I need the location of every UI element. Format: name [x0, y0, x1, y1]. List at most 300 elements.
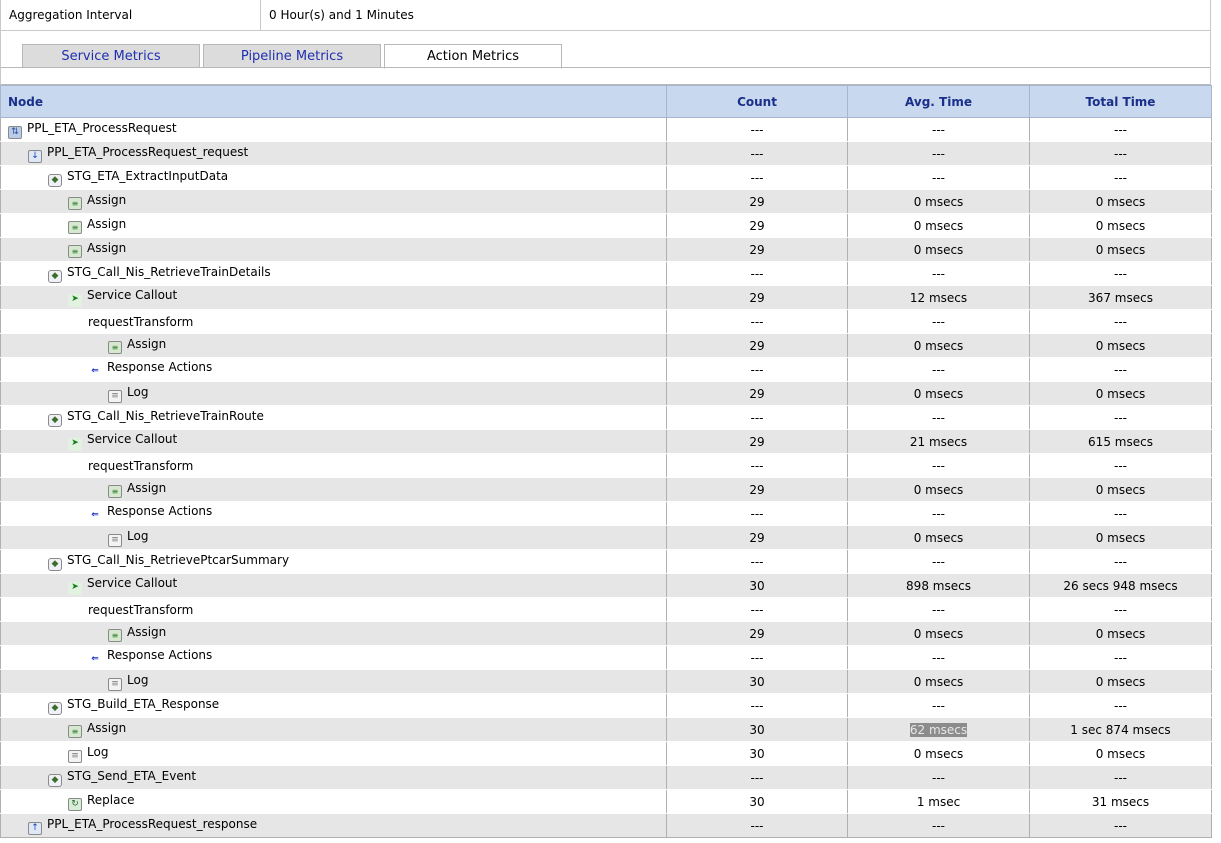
aggregation-interval-value: 0 Hour(s) and 1 Minutes — [269, 8, 414, 22]
table-row — [1, 166, 1212, 190]
avg-time-cell-value: --- — [932, 602, 945, 617]
avg-time-cell — [848, 454, 1030, 478]
node-cell — [1, 814, 667, 838]
total-time-cell — [1030, 454, 1212, 478]
avg-time-cell — [848, 166, 1030, 190]
count-cell-value: 29 — [749, 218, 765, 233]
table-row — [1, 454, 1212, 478]
count-cell-value: --- — [750, 146, 764, 161]
node-name: Response Actions — [107, 648, 213, 662]
node-cell — [1, 358, 667, 382]
node-name: Service Callout — [87, 432, 178, 446]
response-actions-icon: ⇐ — [88, 366, 102, 379]
avg-time-cell — [848, 502, 1030, 526]
table-row — [1, 526, 1212, 550]
response-actions-icon: ⇐ — [88, 654, 102, 667]
avg-time-cell-value: --- — [932, 698, 945, 713]
table-row — [1, 574, 1212, 598]
count-cell — [667, 286, 848, 310]
response-pipeline-icon: ↑ — [28, 822, 42, 835]
node-cell — [1, 142, 667, 166]
table-row — [1, 382, 1212, 406]
avg-time-cell — [848, 622, 1030, 646]
total-time-cell — [1030, 190, 1212, 214]
count-cell — [667, 406, 848, 430]
total-time-cell — [1030, 670, 1212, 694]
node-name: Response Actions — [107, 504, 213, 518]
log-icon: ≡ — [108, 390, 122, 403]
avg-time-cell — [848, 766, 1030, 790]
avg-time-cell — [848, 742, 1030, 766]
count-cell-value: 30 — [749, 674, 765, 689]
service-callout-icon: ➤ — [68, 582, 82, 595]
tab-content-spacer — [1, 68, 1210, 85]
count-cell-value: --- — [750, 122, 764, 137]
avg-time-cell-value: 0 msecs — [913, 386, 964, 401]
column-header-count[interactable]: Count — [667, 86, 848, 118]
count-cell — [667, 814, 848, 838]
node-cell — [1, 766, 667, 790]
count-cell-value: 29 — [749, 434, 765, 449]
table-row — [1, 118, 1212, 142]
column-header-node[interactable]: Node — [1, 86, 667, 118]
node-name: Replace — [87, 792, 135, 807]
avg-time-cell — [848, 598, 1030, 622]
count-cell-value: --- — [750, 650, 764, 665]
avg-time-cell — [848, 262, 1030, 286]
log-icon: ≡ — [108, 678, 122, 691]
count-cell-value: --- — [750, 554, 764, 569]
total-time-cell — [1030, 382, 1212, 406]
avg-time-cell-value: --- — [932, 458, 945, 473]
table-row — [1, 622, 1212, 646]
total-time-cell-value: --- — [1114, 602, 1127, 617]
avg-time-cell — [848, 142, 1030, 166]
table-row — [1, 262, 1212, 286]
avg-time-cell-value: --- — [932, 266, 945, 281]
avg-time-cell-value: 0 msecs — [913, 482, 964, 497]
node-cell — [1, 238, 667, 262]
table-row — [1, 238, 1212, 262]
count-cell — [667, 646, 848, 670]
total-time-cell — [1030, 766, 1212, 790]
node-cell — [1, 670, 667, 694]
avg-time-cell-value: --- — [932, 146, 945, 161]
total-time-cell-value: 0 msecs — [1095, 530, 1146, 545]
stage-icon: ◆ — [48, 774, 62, 787]
stage-icon: ◆ — [48, 558, 62, 571]
avg-time-cell-value: --- — [932, 170, 945, 185]
count-cell — [667, 622, 848, 646]
avg-time-cell-value: 0 msecs — [913, 218, 964, 233]
total-time-cell — [1030, 142, 1212, 166]
count-cell-value: 30 — [749, 794, 765, 809]
total-time-cell — [1030, 526, 1212, 550]
count-cell — [667, 214, 848, 238]
node-name: Log — [87, 744, 109, 759]
node-name: Log — [127, 672, 149, 687]
aggregation-interval-label: Aggregation Interval — [1, 0, 261, 30]
metrics-tab-bar — [0, 31, 1211, 85]
table-row — [1, 814, 1212, 838]
total-time-cell — [1030, 406, 1212, 430]
table-row — [1, 646, 1212, 670]
avg-time-cell-value: 0 msecs — [913, 194, 964, 209]
stage-icon: ◆ — [48, 270, 62, 283]
table-row — [1, 766, 1212, 790]
node-name: Assign — [127, 481, 167, 495]
total-time-cell-value: --- — [1114, 650, 1127, 665]
total-time-cell-value: --- — [1114, 122, 1127, 137]
node-name: Assign — [87, 193, 127, 207]
avg-time-cell — [848, 286, 1030, 310]
avg-time-cell — [848, 310, 1030, 334]
count-cell — [667, 742, 848, 766]
total-time-cell-value: --- — [1114, 770, 1127, 785]
total-time-cell-value: 0 msecs — [1095, 218, 1146, 233]
total-time-cell-value: 0 msecs — [1095, 242, 1146, 257]
avg-time-cell — [848, 118, 1030, 142]
node-cell — [1, 646, 667, 670]
total-time-cell — [1030, 598, 1212, 622]
avg-time-cell-value: 0 msecs — [913, 530, 964, 545]
avg-time-cell-value: 0 msecs — [913, 338, 964, 353]
total-time-cell-value: 31 msecs — [1091, 794, 1150, 809]
total-time-cell-value: --- — [1114, 266, 1127, 281]
log-icon: ≡ — [68, 750, 82, 763]
count-cell-value: 29 — [749, 386, 765, 401]
table-row — [1, 550, 1212, 574]
assign-icon: ≡ — [108, 629, 122, 642]
table-row — [1, 670, 1212, 694]
total-time-cell — [1030, 166, 1212, 190]
node-name: Service Callout — [87, 288, 178, 302]
count-cell-value: --- — [750, 314, 764, 329]
tab-pipeline-metrics[interactable]: Pipeline Metrics — [203, 44, 381, 68]
count-cell — [667, 454, 848, 478]
avg-time-cell — [848, 814, 1030, 838]
avg-time-cell — [848, 214, 1030, 238]
node-name: Assign — [87, 241, 127, 255]
count-cell — [667, 478, 848, 502]
total-time-cell-value: 26 secs 948 msecs — [1063, 578, 1178, 593]
total-time-cell-value: 0 msecs — [1095, 674, 1146, 689]
count-cell-value: --- — [750, 362, 764, 377]
count-cell-value: --- — [750, 506, 764, 521]
avg-time-cell — [848, 550, 1030, 574]
avg-time-cell — [848, 334, 1030, 358]
aggregation-interval-row — [0, 0, 1211, 31]
request-pipeline-icon: ↓ — [28, 150, 42, 163]
table-row — [1, 502, 1212, 526]
avg-time-cell-value: --- — [932, 770, 945, 785]
node-cell — [1, 406, 667, 430]
node-name: Assign — [87, 217, 127, 231]
table-row — [1, 478, 1212, 502]
count-cell — [667, 262, 848, 286]
count-cell-value: --- — [750, 698, 764, 713]
total-time-cell-value: --- — [1114, 410, 1127, 425]
stage-icon: ◆ — [48, 414, 62, 427]
node-cell — [1, 550, 667, 574]
avg-time-cell-value: 0 msecs — [913, 626, 964, 641]
total-time-cell-value: 0 msecs — [1095, 194, 1146, 209]
avg-time-cell-value: --- — [932, 650, 945, 665]
avg-time-cell — [848, 670, 1030, 694]
total-time-cell — [1030, 478, 1212, 502]
assign-icon: ≡ — [108, 341, 122, 354]
node-cell — [1, 790, 667, 814]
avg-time-cell — [848, 790, 1030, 814]
node-cell — [1, 334, 667, 358]
node-cell — [1, 502, 667, 526]
count-cell-value: --- — [750, 602, 764, 617]
node-name: STG_Call_Nis_RetrieveTrainDetails — [67, 264, 271, 279]
avg-time-cell — [848, 694, 1030, 718]
table-row — [1, 310, 1212, 334]
count-cell — [667, 790, 848, 814]
node-name: requestTransform — [88, 314, 194, 329]
count-cell — [667, 334, 848, 358]
count-cell-value: 30 — [749, 722, 765, 737]
total-time-cell — [1030, 718, 1212, 742]
avg-time-cell-value: --- — [932, 122, 945, 137]
avg-time-cell-value: 0 msecs — [913, 242, 964, 257]
table-row — [1, 190, 1212, 214]
count-cell-value: --- — [750, 266, 764, 281]
node-name: PPL_ETA_ProcessRequest_response — [47, 816, 258, 831]
assign-icon: ≡ — [108, 485, 122, 498]
service-callout-icon: ➤ — [68, 438, 82, 451]
node-cell — [1, 718, 667, 742]
total-time-cell-value: --- — [1114, 698, 1127, 713]
count-cell — [667, 670, 848, 694]
count-cell — [667, 430, 848, 454]
assign-icon: ≡ — [68, 725, 82, 738]
avg-time-cell-value: 1 msec — [916, 794, 961, 809]
total-time-cell — [1030, 286, 1212, 310]
node-cell — [1, 310, 667, 334]
node-name: Assign — [127, 337, 167, 351]
count-cell-value: --- — [750, 410, 764, 425]
avg-time-cell-value: 0 msecs — [913, 674, 964, 689]
avg-time-cell-value: --- — [932, 554, 945, 569]
total-time-cell — [1030, 646, 1212, 670]
table-row — [1, 742, 1212, 766]
column-header-total-time[interactable]: Total Time — [1030, 86, 1212, 118]
node-name: STG_ETA_ExtractInputData — [67, 168, 229, 183]
avg-time-cell-value: 898 msecs — [906, 578, 971, 593]
tab-action-metrics[interactable]: Action Metrics — [384, 44, 562, 69]
table-row — [1, 142, 1212, 166]
avg-time-cell — [848, 358, 1030, 382]
count-cell — [667, 310, 848, 334]
count-cell — [667, 190, 848, 214]
total-time-cell-value: --- — [1114, 506, 1127, 521]
node-name: Log — [127, 528, 149, 543]
node-name: Response Actions — [107, 360, 213, 374]
replace-icon: ↻ — [68, 798, 82, 811]
table-row — [1, 718, 1212, 742]
node-name: requestTransform — [88, 458, 194, 473]
avg-time-cell — [848, 574, 1030, 598]
avg-time-cell-value: --- — [932, 362, 945, 377]
total-time-cell-value: --- — [1114, 146, 1127, 161]
pipeline-icon: ⇅ — [8, 126, 22, 139]
avg-time-cell-value: 12 msecs — [909, 290, 968, 305]
node-cell — [1, 430, 667, 454]
node-cell — [1, 454, 667, 478]
node-cell — [1, 262, 667, 286]
total-time-cell-value: --- — [1114, 314, 1127, 329]
count-cell — [667, 118, 848, 142]
count-cell-value: 30 — [749, 578, 765, 593]
total-time-cell — [1030, 358, 1212, 382]
node-name: PPL_ETA_ProcessRequest — [27, 120, 177, 135]
total-time-cell-value: 615 msecs — [1088, 434, 1153, 449]
avg-time-cell — [848, 526, 1030, 550]
count-cell-value: 29 — [749, 242, 765, 257]
table-row — [1, 406, 1212, 430]
assign-icon: ≡ — [68, 221, 82, 234]
service-callout-icon: ➤ — [68, 294, 82, 307]
count-cell-value: 30 — [749, 746, 765, 761]
avg-time-cell-value: --- — [932, 506, 945, 521]
node-cell — [1, 214, 667, 238]
table-row — [1, 334, 1212, 358]
table-row — [1, 358, 1212, 382]
log-icon: ≡ — [108, 534, 122, 547]
total-time-cell-value: --- — [1114, 554, 1127, 569]
count-cell-value: --- — [750, 770, 764, 785]
table-row — [1, 214, 1212, 238]
avg-time-cell — [848, 718, 1030, 742]
total-time-cell — [1030, 502, 1212, 526]
avg-time-cell-value: 21 msecs — [909, 434, 968, 449]
node-cell — [1, 382, 667, 406]
node-name: PPL_ETA_ProcessRequest_request — [47, 144, 249, 159]
total-time-cell — [1030, 262, 1212, 286]
node-name: STG_Call_Nis_RetrievePtcarSummary — [67, 552, 290, 567]
total-time-cell — [1030, 238, 1212, 262]
node-cell — [1, 598, 667, 622]
node-name: Assign — [127, 625, 167, 639]
avg-time-cell — [848, 382, 1030, 406]
count-cell-value: 29 — [749, 338, 765, 353]
node-cell — [1, 190, 667, 214]
table-row — [1, 286, 1212, 310]
count-cell — [667, 526, 848, 550]
total-time-cell-value: 0 msecs — [1095, 482, 1146, 497]
total-time-cell — [1030, 814, 1212, 838]
table-row — [1, 790, 1212, 814]
count-cell-value: 29 — [749, 626, 765, 641]
node-name: STG_Build_ETA_Response — [67, 696, 220, 711]
avg-time-cell — [848, 190, 1030, 214]
count-cell — [667, 766, 848, 790]
column-header-avg-time[interactable]: Avg. Time — [848, 86, 1030, 118]
total-time-cell — [1030, 742, 1212, 766]
total-time-cell-value: --- — [1114, 170, 1127, 185]
total-time-cell — [1030, 310, 1212, 334]
total-time-cell — [1030, 790, 1212, 814]
node-cell — [1, 694, 667, 718]
count-cell — [667, 550, 848, 574]
avg-time-cell-value: --- — [932, 410, 945, 425]
avg-time-cell — [848, 646, 1030, 670]
total-time-cell — [1030, 334, 1212, 358]
table-row — [1, 694, 1212, 718]
node-cell — [1, 574, 667, 598]
total-time-cell — [1030, 622, 1212, 646]
count-cell — [667, 238, 848, 262]
total-time-cell-value: 1 sec 874 msecs — [1070, 722, 1171, 737]
table-row — [1, 430, 1212, 454]
total-time-cell — [1030, 118, 1212, 142]
node-cell — [1, 478, 667, 502]
count-cell — [667, 694, 848, 718]
total-time-cell-value: 0 msecs — [1095, 746, 1146, 761]
tab-service-metrics[interactable]: Service Metrics — [22, 44, 200, 68]
avg-time-cell — [848, 238, 1030, 262]
avg-time-cell-value: --- — [932, 818, 945, 833]
table-row — [1, 598, 1212, 622]
avg-time-cell-value: 0 msecs — [913, 746, 964, 761]
total-time-cell — [1030, 214, 1212, 238]
node-cell — [1, 526, 667, 550]
total-time-cell-value: --- — [1114, 818, 1127, 833]
count-cell — [667, 358, 848, 382]
count-cell — [667, 142, 848, 166]
response-actions-icon: ⇐ — [88, 510, 102, 523]
total-time-cell — [1030, 430, 1212, 454]
count-cell-value: 29 — [749, 530, 765, 545]
table-header-row — [1, 86, 1212, 118]
assign-icon: ≡ — [68, 197, 82, 210]
node-name: STG_Call_Nis_RetrieveTrainRoute — [67, 408, 264, 423]
total-time-cell-value: 0 msecs — [1095, 626, 1146, 641]
avg-time-cell — [848, 478, 1030, 502]
count-cell-value: --- — [750, 170, 764, 185]
count-cell-value: 29 — [749, 482, 765, 497]
count-cell-value: 29 — [749, 290, 765, 305]
total-time-cell — [1030, 574, 1212, 598]
count-cell-value: 29 — [749, 194, 765, 209]
node-name: Assign — [87, 721, 127, 735]
node-cell — [1, 166, 667, 190]
count-cell — [667, 598, 848, 622]
count-cell — [667, 574, 848, 598]
node-cell — [1, 286, 667, 310]
count-cell — [667, 382, 848, 406]
assign-icon: ≡ — [68, 245, 82, 258]
node-name: Service Callout — [87, 576, 178, 590]
total-time-cell-value: 0 msecs — [1095, 338, 1146, 353]
node-cell — [1, 742, 667, 766]
count-cell — [667, 166, 848, 190]
total-time-cell-value: --- — [1114, 362, 1127, 377]
node-name: requestTransform — [88, 602, 194, 617]
count-cell-value: --- — [750, 458, 764, 473]
total-time-cell-value: --- — [1114, 458, 1127, 473]
node-name: Log — [127, 384, 149, 399]
count-cell-value: --- — [750, 818, 764, 833]
avg-time-cell — [848, 430, 1030, 454]
avg-time-cell-value: 62 msecs — [909, 722, 968, 737]
total-time-cell — [1030, 550, 1212, 574]
total-time-cell-value: 0 msecs — [1095, 386, 1146, 401]
total-time-cell-value: 367 msecs — [1088, 290, 1153, 305]
